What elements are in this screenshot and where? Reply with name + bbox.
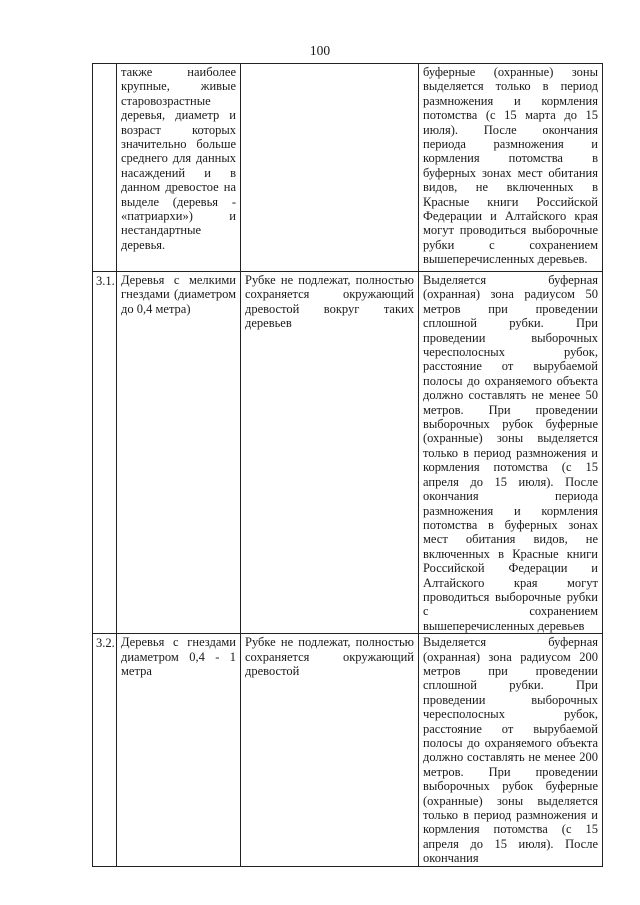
protection-zones-table: [92, 63, 603, 867]
object-cell: также наиболее крупные, живые старовозрастные деревья, диаметр и возраст которых значительно больше среднего для данных насаждений и в данном древостое на выделе (деревья - «патриархи») и нестандартные деревья.: [117, 64, 241, 272]
buffer-zone-cell: Выделяется буферная (охранная) зона радиусом 50 метров при проведении сплошной рубки. При проведении выборочных чересполосных рубок, расстояние от вырубаемой полосы до охраняемого объекта должно составлять не менее 50 метров. При проведении выборочных рубок буферные (охранные) зоны выделяется только в период размножения и кормления потомства (с 15 апреля до 15 июля). После окончания периода размножения и кормления потомства в буферных зонах мест обитания видов, не включенных в Красные книги Российской Федерации и Алтайского края могут проводиться выборочные рубки с сохранением вышеперечисленных деревьев: [419, 272, 603, 634]
row-number-cell: [93, 64, 117, 272]
row-number-cell: 3.1.: [93, 272, 117, 634]
table-row: [93, 634, 603, 867]
table-row: [93, 64, 603, 272]
row-number-cell: 3.2.: [93, 634, 117, 867]
felling-rule-cell: [241, 64, 419, 272]
buffer-zone-cell: буферные (охранные) зоны выделяется только в период размножения и кормления потомства (с 15 марта до 15 июля). После окончания периода размножения и кормления потомства в буферных зонах мест обитания видов, не включенных в Красные книги Российской Федерации и Алтайского края могут проводиться выборочные рубки с сохранением вышеперечисленных деревьев.: [419, 64, 603, 272]
page-number: 100: [309, 43, 331, 58]
felling-rule-cell: Рубке не подлежат, полностью сохраняется окружающий древостой вокруг таких деревьев: [241, 272, 419, 634]
object-cell: Деревья с мелкими гнездами (диаметром до 0,4 метра): [117, 272, 241, 634]
felling-rule-cell: Рубке не подлежат, полностью сохраняется окружающий древостой: [241, 634, 419, 867]
buffer-zone-cell: Выделяется буферная (охранная) зона радиусом 200 метров при проведении сплошной рубки. При проведении выборочных чересполосных рубок, расстояние от вырубаемой полосы до охраняемого объекта должно составлять не менее 200 метров. При проведении выборочных рубок буферные (охранные) зоны выделяется только в период размножения и кормления потомства (с 15 апреля до 15 июля). После окончания: [419, 634, 603, 867]
table-row: [93, 272, 603, 634]
object-cell: Деревья с гнездами диаметром 0,4 - 1 метра: [117, 634, 241, 867]
